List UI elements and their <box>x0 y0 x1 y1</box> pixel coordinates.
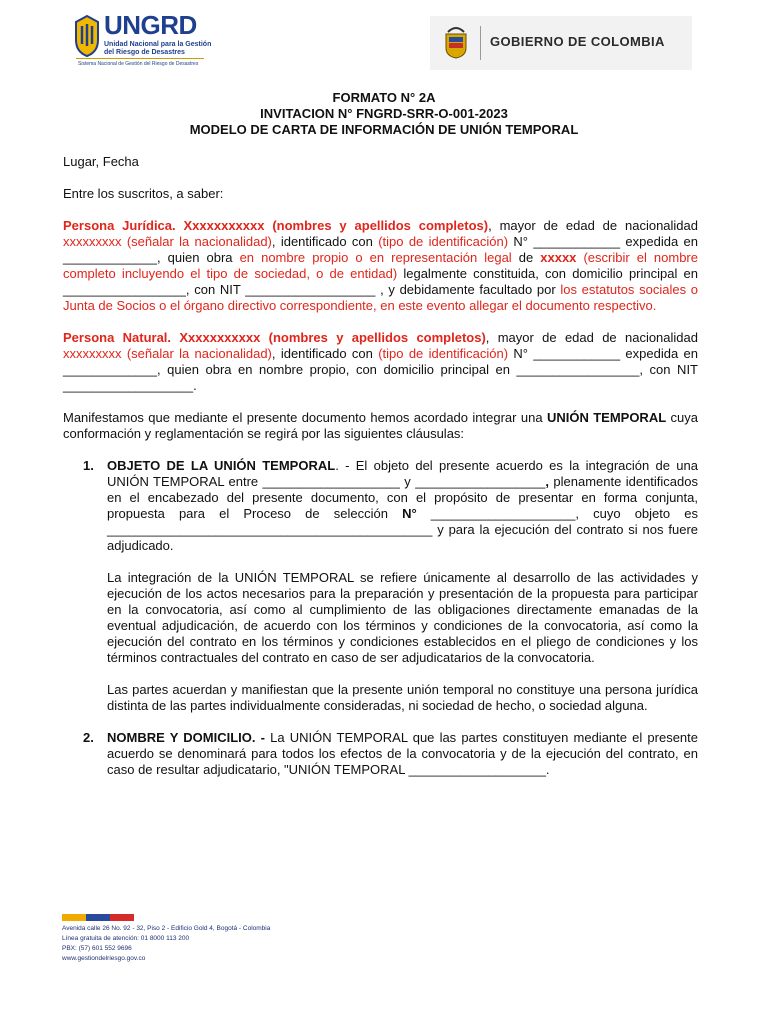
clause-1-comma: , <box>545 474 549 489</box>
clause-1-paragraph-3: Las partes acuerdan y manifiestan que la presente unión temporal no constituye una persona jurídica distinta de las partes individualmente consideradas, ni sociedad de hecho, o sociedad alguna. <box>107 682 698 713</box>
intro-text: Entre los suscritos, a saber: <box>63 186 224 201</box>
clause-1-text-1: . - El objeto del presente acuerdo es la integración de una UNIÓN TEMPORAL entre ___________________ y __________________ <box>107 458 698 489</box>
juridica-text-3: N° ____________ expedida en _____________, quien obra <box>63 234 698 265</box>
footer-address: Avenida calle 26 No. 92 - 32, Piso 2 - Edificio Gold 4, Bogotá - Colombia <box>62 925 271 932</box>
manifiesto-paragraph <box>63 410 698 442</box>
stripe-red <box>110 914 134 921</box>
clause-1-text-3: ____________________, cuyo objeto es _____________________________________________ y para la ejecución del contrato si nos fuere adjudicado. <box>107 506 698 553</box>
title-invitacion: INVITACION N° FNGRD-SRR-O-001-2023 <box>260 106 508 121</box>
persona-natural-paragraph <box>63 330 698 394</box>
juridica-nombre-sociedad: (escribir el nombre completo incluyendo el tipo de sociedad, o de entidad) <box>63 250 698 281</box>
natural-text-2: , identificado con <box>271 346 379 361</box>
footer-hotline: Línea gratuita de atención: 01 8000 113 200 <box>62 935 190 942</box>
footer-contact <box>62 924 382 964</box>
title-formato: FORMATO N° 2A <box>332 90 436 105</box>
juridica-nacionalidad: xxxxxxxxx (señalar la nacionalidad) <box>63 234 272 249</box>
juridica-text-1: , mayor de edad de nacionalidad <box>488 218 698 233</box>
ungrd-tagline: Sistema Nacional de Gestión del Riesgo de Desastres <box>78 61 199 67</box>
clause-1-numero: N° <box>402 506 417 521</box>
document-titles <box>0 90 768 138</box>
juridica-text-2: , identificado con <box>271 234 379 249</box>
natural-label: Persona Natural. Xxxxxxxxxxx (nombres y apellidos completos) <box>63 330 486 345</box>
clause-1 <box>63 458 698 714</box>
stripe-blue <box>86 914 110 921</box>
juridica-text-5: legalmente constituida, con domicilio principal en _________________, con NIT __________________ , y debidamente facultado por <box>63 266 698 297</box>
ungrd-logo-text: UNGRD <box>104 10 197 40</box>
document-body <box>63 154 698 778</box>
juridica-xxxxx: xxxxx <box>540 250 577 265</box>
ungrd-shield-icon <box>74 14 100 58</box>
title-modelo: MODELO DE CARTA DE INFORMACIÓN DE UNIÓN TEMPORAL <box>189 122 579 137</box>
footer-pbx: PBX: (57) 601 552 9696 <box>62 945 132 952</box>
clause-1-paragraph-1 <box>107 458 698 554</box>
natural-text-1: , mayor de edad de nacionalidad <box>485 330 698 345</box>
ungrd-subtitle-line-2: del Riesgo de Desastres <box>104 49 185 56</box>
gov-text: GOBIERNO DE COLOMBIA <box>490 34 665 49</box>
manifiesto-union-temporal: UNIÓN TEMPORAL <box>546 410 667 425</box>
clause-2-number: 2. <box>83 730 94 745</box>
ungrd-subtitle <box>104 41 224 57</box>
juridica-label: Persona Jurídica. Xxxxxxxxxxx (nombres y apellidos completos) <box>63 218 489 233</box>
page-footer <box>62 914 382 964</box>
gobierno-colombia-logo <box>430 16 692 70</box>
juridica-estatutos: los estatutos sociales o Junta de Socios o el órgano directivo correspondiente, en este evento allegar el documento respectivo. <box>63 282 698 313</box>
natural-tipo-id: (tipo de identificación) <box>378 346 509 361</box>
clause-1-paragraph-2: La integración de la UNIÓN TEMPORAL se refiere únicamente al desarrollo de las actividades y ejecución de los actos necesarios para la preparación y presentación de la propuesta para participar en la convocatoria, así como al cumplimiento de las obligaciones directamente emanadas de la eventual adjudicación, de acuerdo con los términos y condiciones de la convocatoria, así como la ejecución del contrato en los términos y condiciones establecidos en el pliego de condiciones y los términos contractuales del contrato en caso de ser adjudicatarios de la convocatoria. <box>107 570 698 665</box>
natural-text-3: N° ____________ expedida en _____________, quien obra en nombre propio, con domicilio principal en _________________, con NIT __________________. <box>63 346 698 393</box>
ungrd-subtitle-line-1: Unidad Nacional para la Gestión <box>104 41 212 48</box>
stripe-yellow <box>62 914 86 921</box>
lugar-fecha: Lugar, Fecha <box>63 154 139 169</box>
juridica-tipo-id: (tipo de identificación) <box>378 234 509 249</box>
manifiesto-text-2: cuya conformación y reglamentación se regirá por las siguientes cláusulas: <box>63 410 698 441</box>
juridica-text-4: de <box>511 250 541 265</box>
clause-2-paragraph <box>107 730 698 778</box>
juridica-representacion: en nombre propio o en representación legal <box>239 250 512 265</box>
colombia-coat-of-arms-icon <box>442 24 470 60</box>
page-header <box>0 0 768 80</box>
persona-juridica-paragraph <box>63 218 698 314</box>
clause-2-text: La UNIÓN TEMPORAL que las partes constituyen mediante el presente acuerdo se denominará para todos los efectos de la convocatoria y de la ejecución del contrato, en caso de resultar adjudicatario, "UNIÓN TEMPORAL ___________________. <box>107 730 699 777</box>
gov-divider <box>480 26 481 60</box>
footer-color-stripe <box>62 914 134 921</box>
clause-1-text-2: plenamente identificados en el encabezado del presente documento, con el propósito de presentar en forma conjunta, propuesta para el Proceso de selección <box>107 474 698 521</box>
clause-2-title: NOMBRE Y DOMICILIO. - <box>107 730 265 745</box>
footer-website: www.gestiondelriesgo.gov.co <box>62 955 146 962</box>
manifiesto-text-1: Manifestamos que mediante el presente documento hemos acordado integrar una <box>63 410 547 425</box>
clause-1-title: OBJETO DE LA UNIÓN TEMPORAL <box>107 458 336 473</box>
ungrd-divider <box>76 58 204 59</box>
natural-nacionalidad: xxxxxxxxx (señalar la nacionalidad) <box>63 346 272 361</box>
clause-2 <box>63 730 698 778</box>
clause-1-number: 1. <box>83 458 94 473</box>
